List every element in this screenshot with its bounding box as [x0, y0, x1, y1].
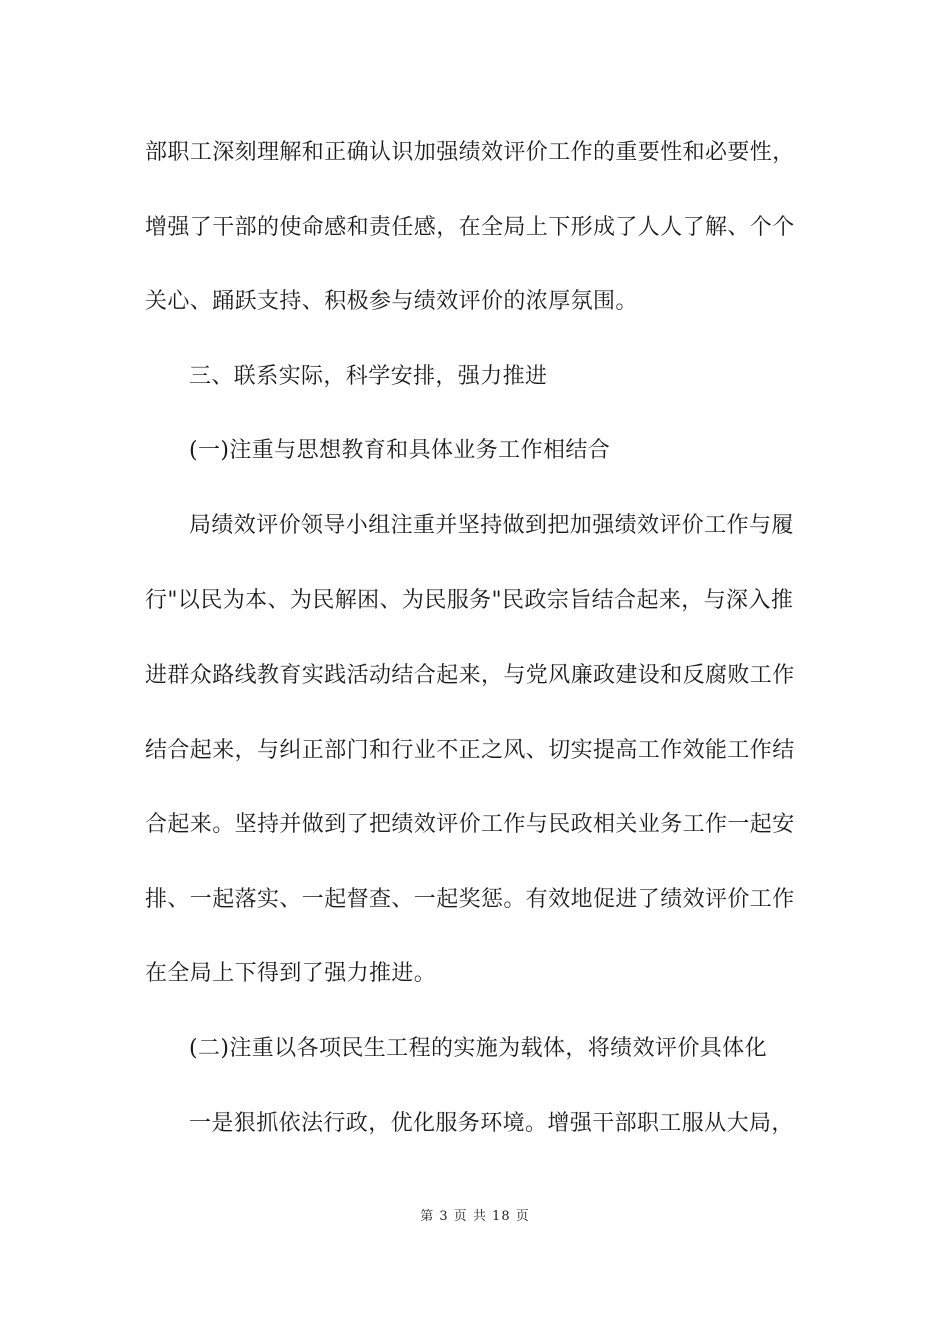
text-line-1: 部职工深刻理解和正确认识加强绩效评价工作的重要性和必要性， [145, 140, 795, 165]
text-line-11: 排、一起落实、一起督查、一起奖惩。有效地促进了绩效评价工作 [145, 887, 795, 912]
subsection-heading-2: (二)注重以各项民生工程的实施为载体，将绩效评价具体化 [189, 1036, 767, 1061]
text-line-2: 增强了干部的使命感和责任感，在全局上下形成了人人了解、个个 [145, 215, 795, 240]
text-line-12: 在全局上下得到了强力推进。 [145, 961, 437, 986]
page-number-footer: 第 3 页 共 18 页 [420, 1209, 530, 1224]
text-line-10: 合起来。坚持并做到了把绩效评价工作与民政相关业务工作一起安 [145, 812, 795, 837]
text-line-6: 局绩效评价领导小组注重并坚持做到把加强绩效评价工作与履 [189, 513, 794, 538]
section-heading-3: 三、联系实际，科学安排，强力推进 [189, 364, 548, 389]
text-line-3: 关心、踊跃支持、积极参与绩效评价的浓厚氛围。 [145, 289, 638, 314]
subsection-heading-1: (一)注重与思想教育和具体业务工作相结合 [189, 438, 611, 463]
text-line-7: 行"以民为本、为民解困、为民服务"民政宗旨结合起来，与深入推 [145, 588, 794, 613]
text-line-14: 一是狠抓依法行政，优化服务环境。增强干部职工服从大局， [189, 1111, 794, 1136]
text-line-8: 进群众路线教育实践活动结合起来，与党风廉政建设和反腐败工作 [145, 663, 795, 688]
text-line-9: 结合起来，与纠正部门和行业不正之风、切实提高工作效能工作结 [145, 738, 795, 763]
